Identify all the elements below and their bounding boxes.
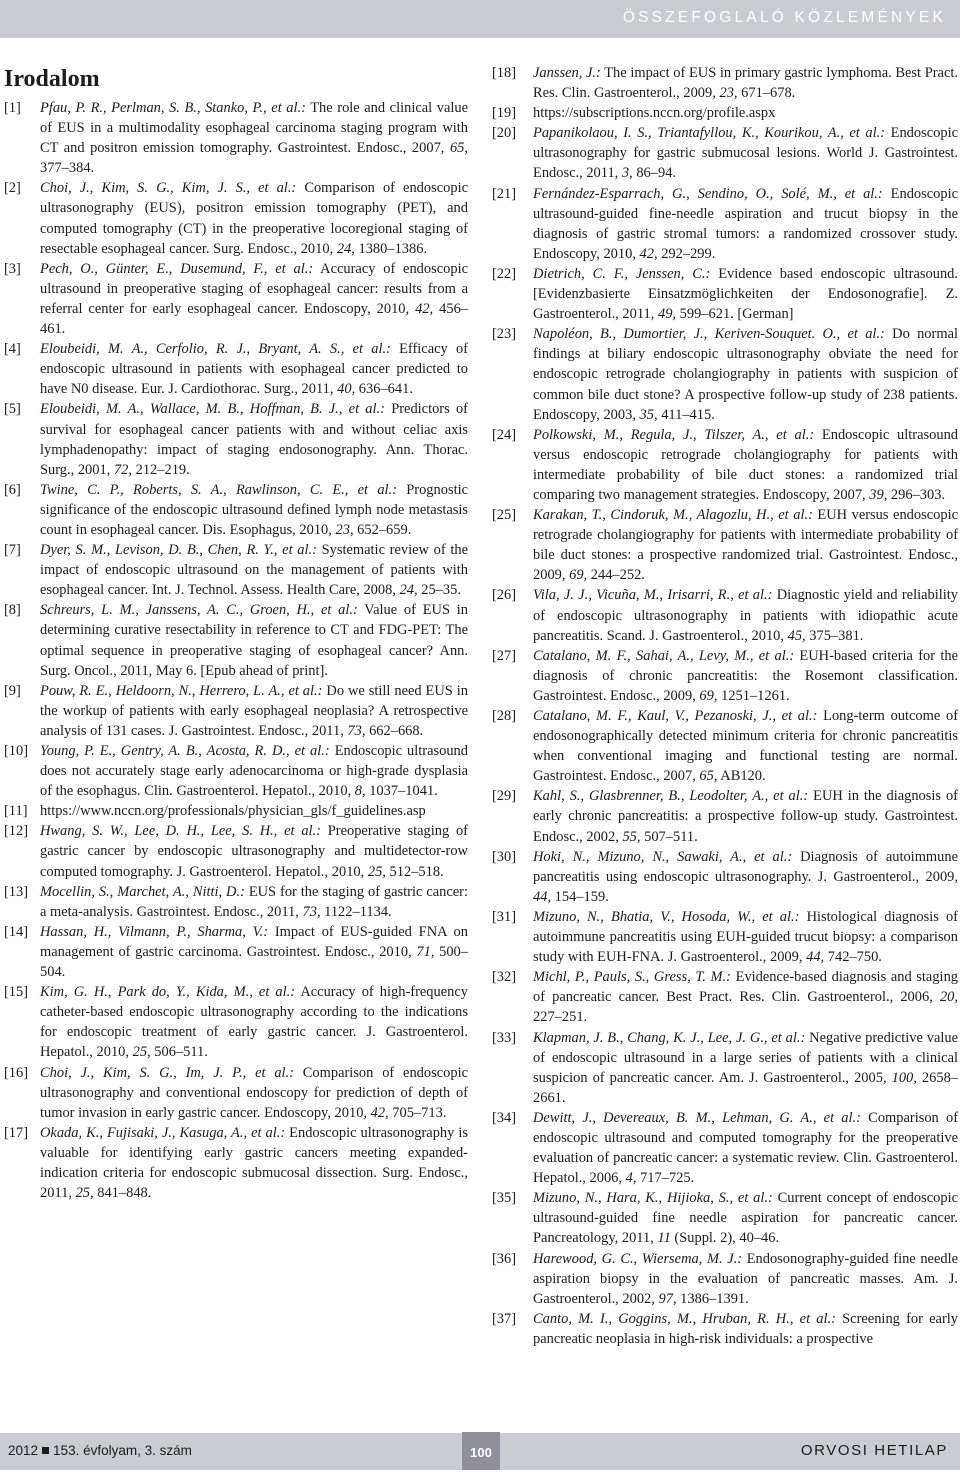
reference-text: Preoperative staging of gastric cancer by endoscopic ultrasonography and multidetector-row computed tomography. J. Gastroenterol. Hepatol., 2010, xyxy=(40,823,468,880)
reference-authors: Young, P. E., Gentry, A. B., Acosta, R. D., et al.: xyxy=(40,743,330,759)
reference-item xyxy=(492,505,958,585)
reference-item xyxy=(492,1309,958,1349)
reference-volume: 35, xyxy=(639,406,658,423)
reference-number: [36] xyxy=(492,1250,517,1267)
reference-authors: Pech, O., Günter, E., Dusemund, F., et al.: xyxy=(40,260,314,277)
reference-authors: Kim, G. H., Park do, Y., Kida, M., et al.: xyxy=(40,984,296,1001)
reference-number: [8] xyxy=(4,602,21,619)
reference-pages: 377–384. xyxy=(40,160,95,177)
reference-text: Histological diagnosis of autoimmune pancreatitis using EUH-guided trucut biopsy: a comparison study with EUH-FNA. J. Gastroenterol., 2009, xyxy=(533,908,958,966)
reference-authors: Choi, J., Kim, S. G., Kim, J. S., et al.: xyxy=(40,180,297,197)
reference-volume: 24, xyxy=(399,582,418,599)
reference-pages: 1037–1041. xyxy=(365,783,438,800)
reference-volume: 97, xyxy=(658,1290,677,1307)
reference-item xyxy=(492,786,958,846)
reference-volume: 42, xyxy=(415,300,434,317)
reference-authors: Hassan, H., Vilmann, P., Sharma, V.: xyxy=(40,923,269,940)
reference-volume: 25, xyxy=(132,1044,151,1061)
reference-authors: Okada, K., Fujisaki, J., Kasuga, A., et al.: xyxy=(40,1124,286,1141)
reference-pages: 86–94. xyxy=(632,165,677,182)
reference-pages: 212–219. xyxy=(131,461,190,478)
reference-authors: Pfau, P. R., Perlman, S. B., Stanko, P., et al.: xyxy=(40,100,306,116)
reference-number: [3] xyxy=(4,260,21,277)
reference-pages: 2658–2661. xyxy=(533,1069,959,1106)
reference-number: [15] xyxy=(4,984,29,1001)
reference-text: Endoscopic ultrasound-guided fine-needle aspiration and trucut biopsy in the diagnosis of gastric stromal tumors: a randomized crossover study. Endoscopy, 2010, xyxy=(533,185,959,262)
reference-volume: 45, xyxy=(787,627,806,644)
reference-pages: 506–511. xyxy=(150,1044,208,1061)
reference-authors: Twine, C. P., Roberts, S. A., Rawlinson, C. E., et al.: xyxy=(40,481,397,498)
reference-number: [31] xyxy=(492,908,517,925)
reference-text: EUS for the staging of gastric cancer: a meta-analysis. Gastrointest. Endosc., 2011, xyxy=(40,883,469,920)
reference-text: EUH-based criteria for the diagnosis of chronic pancreatitis: the Rosemont classification. Gastrointest. Endosc., 2009, xyxy=(533,647,958,704)
reference-pages: 507–511. xyxy=(640,828,698,845)
reference-volume: 25, xyxy=(367,863,386,880)
volume-issue: 153. évfolyam, 3. szám xyxy=(53,1443,192,1458)
reference-number: [32] xyxy=(492,969,517,986)
reference-authors: Dyer, S. M., Levison, D. B., Chen, R. Y., et al.: xyxy=(40,542,317,559)
reference-volume: 25, xyxy=(75,1185,94,1202)
reference-number: [5] xyxy=(4,401,21,418)
reference-pages: 841–848. xyxy=(93,1185,152,1202)
reference-text: Efficacy of endoscopic ultrasound in patients with esophageal cancer predicted to have N0 disease. Eur. J. Cardiothorac. Surg., 2011, xyxy=(40,341,468,398)
reference-volume: 39, xyxy=(869,486,888,503)
reference-pages: 671–678. xyxy=(737,85,796,102)
reference-number: [1] xyxy=(4,100,21,116)
reference-volume: 49, xyxy=(657,306,677,323)
reference-item xyxy=(4,1063,468,1123)
reference-volume: 42, xyxy=(639,245,658,262)
left-column xyxy=(4,64,468,1203)
reference-number: [12] xyxy=(4,823,29,840)
reference-item xyxy=(4,681,468,741)
reference-text: Accuracy of endoscopic ultrasound in preoperative staging of esophageal cancer: results from a referral center for early esophageal cancer. Endoscopy, 2010, xyxy=(40,260,468,317)
reference-pages: 456–461. xyxy=(40,300,469,338)
reference-authors: Pouw, R. E., Heldoorn, N., Herrero, L. A., et al.: xyxy=(40,682,323,699)
reference-number: [14] xyxy=(4,923,29,940)
reference-text: Comparison of endoscopic ultrasound and computed tomography for the preoperative evaluation of pancreatic cancer: a systematic review. Clin. Gastroenterol. Hepatol., 2006, xyxy=(533,1109,959,1187)
reference-item xyxy=(492,1249,958,1309)
reference-number: [13] xyxy=(4,883,29,900)
issue-info xyxy=(8,1443,192,1458)
reference-authors: Papanikolaou, I. S., Triantafyllou, K., Kourikou, A., et al.: xyxy=(533,125,886,142)
reference-item xyxy=(492,1108,958,1188)
reference-authors: Vila, J. J., Vicuña, M., Irisarri, R., et al.: xyxy=(533,587,773,604)
reference-item xyxy=(4,741,468,801)
reference-volume: 23, xyxy=(719,85,738,102)
reference-volume: 20, xyxy=(939,989,958,1006)
reference-item xyxy=(492,425,958,505)
reference-pages: 244–252. xyxy=(587,567,645,584)
reference-pages: 1380–1386. xyxy=(354,240,428,257)
reference-text: Predictors of survival for esophageal cancer patients with and without celiac axis lymphadenopathy: impact of staging endosonography. Ann. Thorac. Surg., 2001, xyxy=(40,401,468,478)
reference-text: EUH in the diagnosis of early chronic pancreatitis: a prospective follow-up study. Gastrointest. Endosc., 2002, xyxy=(533,788,958,845)
reference-item xyxy=(4,399,468,479)
reference-number: [11] xyxy=(4,803,28,820)
reference-number: [30] xyxy=(492,848,517,865)
reference-volume: 42, xyxy=(370,1104,389,1121)
reference-pages: AB120. xyxy=(717,768,766,785)
reference-volume: 44, xyxy=(806,949,825,966)
reference-item xyxy=(492,1188,958,1248)
reference-text: EUH versus endoscopic retrograde cholangiography for patients with intermediate probability of bile duct stones: a prospective randomized trial. Gastrointest. Endosc., 2009, xyxy=(533,507,958,584)
reference-authors: Hoki, N., Mizuno, N., Sawaki, A., et al.: xyxy=(533,848,793,865)
journal-name: ORVOSI HETILAP xyxy=(800,1442,948,1459)
reference-volume: 23, xyxy=(335,521,354,538)
reference-number: [20] xyxy=(492,125,517,142)
reference-number: [29] xyxy=(492,788,517,805)
reference-text: Endoscopic ultrasound does not accurately stage early adenocarcinoma or high-grade dysplasia of the esophagus. Clin. Gastroenterol. Hepatol., 2010, xyxy=(40,743,468,800)
reference-item xyxy=(492,264,958,324)
reference-volume: 65, xyxy=(449,140,468,157)
reference-volume: 100, xyxy=(891,1069,917,1086)
page-number: 100 xyxy=(462,1432,500,1470)
reference-authors: Hwang, S. W., Lee, D. H., Lee, S. H., et al.: xyxy=(40,823,321,840)
reference-pages: 512–518. xyxy=(385,863,444,880)
reference-item xyxy=(4,1123,468,1203)
reference-text: Systematic review of the impact of endoscopic ultrasound on the management of patients with esophageal cancer. Int. J. Technol. Assess. Health Care, 2008, xyxy=(40,542,468,599)
reference-number: [6] xyxy=(4,481,21,498)
reference-number: [17] xyxy=(4,1124,29,1141)
reference-volume: 40, xyxy=(337,381,356,398)
reference-pages: 652–659. xyxy=(353,521,412,538)
reference-authors: Mizuno, N., Hara, K., Hijioka, S., et al.: xyxy=(533,1190,773,1207)
reference-list-right xyxy=(492,63,958,1349)
reference-number: [10] xyxy=(4,743,29,759)
reference-item xyxy=(4,480,468,540)
reference-authors: Eloubeidi, M. A., Cerfolio, R. J., Bryant, A. S., et al.: xyxy=(40,341,391,358)
reference-number: [16] xyxy=(4,1064,29,1081)
reference-text: Do normal findings at biliary endoscopic ultrasonography obviate the need for endoscopic retrograde cholangiography in patients with suspicion of common bile duct stone? A prospective follow-up study of 238 patients. Endoscopy, 2003, xyxy=(533,326,958,423)
reference-item xyxy=(492,324,958,424)
reference-number: [28] xyxy=(492,708,517,724)
reference-pages: 1122–1134. xyxy=(320,903,392,920)
reference-authors: Dewitt, J., Devereaux, B. M., Lehman, G. A., et al.: xyxy=(533,1109,861,1126)
reference-item xyxy=(4,801,468,821)
reference-volume: 44, xyxy=(533,888,552,905)
reference-pages: 1251–1261. xyxy=(717,687,790,704)
reference-authors: Klapman, J. B., Chang, K. J., Lee, J. G., et al.: xyxy=(533,1029,806,1046)
reference-number: [22] xyxy=(492,265,517,282)
reference-item xyxy=(4,540,468,600)
reference-text: The impact of EUS in primary gastric lymphoma. Best Pract. Res. Clin. Gastroenterol., 2009, xyxy=(533,65,958,102)
reference-pages: 636–641. xyxy=(355,381,413,398)
reference-number: [7] xyxy=(4,542,21,559)
reference-text: Diagnostic yield and reliability of endoscopic ultrasonography in patients with idiopathic acute pancreatitis. Scand. J. Gastroenterol., 2010, xyxy=(533,587,958,644)
reference-authors: Schreurs, L. M., Janssens, A. C., Groen, H., et al.: xyxy=(40,602,358,619)
reference-text: Endoscopic ultrasonography for gastric submucosal lesions. World J. Gastrointest. Endosc., 2011, xyxy=(533,125,958,182)
reference-pages: 227–251. xyxy=(533,1009,588,1026)
reference-item xyxy=(492,847,958,907)
reference-pages: 717–725. xyxy=(636,1170,695,1187)
reference-text: Long-term outcome of endosonographically detected minimum criteria for chronic pancreatitis when conventional imaging and functional testing are normal. Gastrointest. Endosc., 2007, xyxy=(533,708,959,785)
reference-text: The role and clinical value of EUS in a multimodality esophageal carcinoma staging program with CT and positron emission tomography. Gastrointest. Endosc., 2007, xyxy=(40,100,469,157)
reference-authors: Mizuno, N., Bhatia, V., Hosoda, W., et al.: xyxy=(533,908,800,925)
reference-volume: 3, xyxy=(621,165,633,182)
reference-volume: 24, xyxy=(336,240,355,257)
reference-item xyxy=(492,706,958,786)
reference-item xyxy=(492,1028,958,1108)
page-header xyxy=(0,0,960,38)
reference-volume: 71, xyxy=(416,943,435,960)
reference-text: Impact of EUS-guided FNA on management of gastric carcinoma. Gastrointest. Endosc., 2010, xyxy=(40,923,468,960)
reference-item xyxy=(492,907,958,967)
reference-pages: 500–504. xyxy=(40,943,468,981)
reference-volume: 73, xyxy=(347,722,366,739)
reference-pages: 375–381. xyxy=(805,627,864,644)
reference-text: Diagnosis of autoimmune pancreatitis using endoscopic ultrasonography. J. Gastroenterol., 2009, xyxy=(533,848,959,885)
reference-pages: 1386–1391. xyxy=(676,1290,749,1307)
reference-text: https://subscriptions.nccn.org/profile.aspx xyxy=(533,105,776,122)
square-bullet-icon xyxy=(42,1447,49,1454)
reference-authors: Canto, M. I., Goggins, M., Hruban, R. H., et al.: xyxy=(533,1310,836,1327)
reference-text: Value of EUS in determining curative resectability in reference to CT and FDG-PET: The optimal sequence in preoperative staging of esophageal cancer? Ann. Surg. Oncol., 2011, May 6. [Epub ahead of print]. xyxy=(40,602,468,679)
reference-item xyxy=(492,184,958,264)
reference-pages: 154–159. xyxy=(551,888,609,905)
reference-item xyxy=(492,123,958,183)
reference-number: [27] xyxy=(492,647,517,664)
reference-number: [21] xyxy=(492,185,517,202)
reference-text: Comparison of endoscopic ultrasonography and conventional endoscopy for prediction of depth of tumor invasion in early gastric cancer. Endoscopy, 2010, xyxy=(40,1064,468,1121)
reference-item xyxy=(4,882,468,922)
reference-pages: 296–303. xyxy=(887,486,946,503)
reference-number: [26] xyxy=(492,587,517,604)
reference-volume: 8, xyxy=(354,783,366,800)
reference-text: Accuracy of high-frequency catheter-based endoscopic ultrasonography according to the indications for endoscopic treatment of early gastric cancer. J. Gastroenterol. Hepatol., 2010, xyxy=(40,984,468,1061)
reference-item xyxy=(4,600,468,680)
reference-item xyxy=(4,98,468,178)
reference-authors: Harewood, G. C., Wiersema, M. J.: xyxy=(533,1250,743,1267)
reference-pages: 742–750. xyxy=(824,949,882,966)
reference-text: Evidence based endoscopic ultrasound. [Evidenzbasierte Einsatzmöglichkeiten der Endosonografie]. Z. Gastroenterol., 2011, xyxy=(533,265,958,323)
reference-pages: 25–35. xyxy=(417,582,461,599)
reference-item xyxy=(492,585,958,645)
reference-volume: 4, xyxy=(625,1170,637,1187)
reference-item xyxy=(492,63,958,103)
reference-authors: Michl, P., Pauls, S., Gress, T. M.: xyxy=(533,969,731,986)
year: 2012 xyxy=(8,1443,39,1458)
reference-number: [2] xyxy=(4,180,21,197)
reference-authors: Catalano, M. F., Sahai, A., Levy, M., et al.: xyxy=(533,647,795,664)
reference-number: [19] xyxy=(492,105,517,122)
reference-item xyxy=(4,259,468,339)
reference-authors: Karakan, T., Cindoruk, M., Alagozlu, H., et al.: xyxy=(533,507,813,524)
reference-authors: Mocellin, S., Marchet, A., Nitti, D.: xyxy=(40,883,245,900)
references-heading: Irodalom xyxy=(4,66,100,92)
section-title-header: ÖSSZEFOGLALÓ KÖZLEMÉNYEK xyxy=(622,9,946,26)
reference-text: Evidence-based diagnosis and staging of pancreatic cancer. Best Pract. Res. Clin. Gastroenterol., 2006, xyxy=(533,969,959,1006)
reference-number: [18] xyxy=(492,65,517,81)
reference-number: [4] xyxy=(4,341,21,358)
reference-number: [34] xyxy=(492,1109,517,1126)
reference-number: [25] xyxy=(492,507,517,524)
reference-volume: 72, xyxy=(113,461,132,478)
reference-item xyxy=(4,922,468,982)
reference-item xyxy=(492,646,958,706)
reference-item xyxy=(4,178,468,258)
reference-text: Screening for early pancreatic neoplasia in high-risk individuals: a prospective xyxy=(533,1310,958,1347)
right-column xyxy=(492,63,958,1349)
reference-authors: Napoléon, B., Dumortier, J., Keriven-Souquet. O., et al.: xyxy=(533,326,885,343)
reference-item xyxy=(492,103,958,123)
reference-authors: Eloubeidi, M. A., Wallace, M. B., Hoffman, B. J., et al.: xyxy=(40,401,385,418)
reference-pages: 662–668. xyxy=(365,722,424,739)
reference-text: Endoscopic ultrasonography is valuable for identifying early gastric cancers meeting expanded-indication criteria for endoscopic submucosal dissection. Surg. Endosc., 2011, xyxy=(40,1124,468,1202)
reference-list-left xyxy=(4,98,468,1203)
reference-volume: 65, xyxy=(699,768,718,785)
reference-text: Current concept of endoscopic ultrasound-guided fine needle aspiration for pancreatic cancer. Pancreatology, 2011, xyxy=(533,1190,958,1247)
reference-item xyxy=(492,967,958,1027)
reference-volume: 69, xyxy=(569,567,588,584)
reference-authors: Choi, J., Kim, S. G., Im, J. P., et al.: xyxy=(40,1064,294,1081)
reference-pages: 705–713. xyxy=(388,1104,447,1121)
reference-number: [35] xyxy=(492,1190,517,1207)
reference-volume: 11 xyxy=(657,1230,671,1247)
reference-volume: 73, xyxy=(302,903,321,920)
reference-authors: Fernández-Esparrach, G., Sendino, O., Solé, M., et al.: xyxy=(533,185,883,202)
reference-text: Negative predictive value of endoscopic ultrasound in a large series of patients with a clinical suspicion of pancreatic cancer. Am. J. Gastroenterol., 2005, xyxy=(533,1029,958,1086)
reference-volume: 69, xyxy=(699,687,718,704)
reference-item xyxy=(4,982,468,1062)
reference-authors: Dietrich, C. F., Jenssen, C.: xyxy=(533,265,711,282)
reference-authors: Janssen, J.: xyxy=(533,65,601,81)
reference-text: Prognostic significance of the endoscopic ultrasound defined lymph node metastasis count in esophageal cancer. Dis. Esophagus, 2010, xyxy=(40,481,468,538)
reference-pages: 411–415. xyxy=(657,406,715,423)
reference-number: [24] xyxy=(492,426,517,443)
reference-text: Comparison of endoscopic ultrasonography (EUS), positron emission tomography (PET), and computed tomography (CT) in the preoperative locoregional staging of resectable esophageal cancer. Surg. Endosc., 2010, xyxy=(40,180,468,257)
reference-pages: (Suppl. 2), 40–46. xyxy=(670,1230,780,1247)
reference-number: [37] xyxy=(492,1310,517,1327)
reference-pages: 292–299. xyxy=(657,245,716,262)
reference-number: [9] xyxy=(4,682,21,699)
reference-text: Endoscopic ultrasound versus endoscopic retrograde cholangiography for patients with intermediate probability of bile duct stones: a randomized trial comparing two management strategies. Endoscopy, 2007, xyxy=(533,426,959,503)
reference-text: Endosonography-guided fine needle aspiration biopsy in the evaluation of pancreatic masses. Am. J. Gastroenterol., 2002, xyxy=(533,1250,958,1307)
reference-authors: Polkowski, M., Regula, J., Tilszer, A., et al.: xyxy=(533,426,815,443)
reference-pages: 599–621. [German] xyxy=(676,306,794,323)
reference-number: [33] xyxy=(492,1029,517,1046)
reference-item xyxy=(4,821,468,881)
reference-number: [23] xyxy=(492,326,517,343)
reference-item xyxy=(4,339,468,399)
reference-text: Do we still need EUS in the workup of patients with early esophageal neoplasia? A retrospective analysis of 131 cases. J. Gastrointest. Endosc., 2011, xyxy=(40,682,468,739)
reference-authors: Kahl, S., Glasbrenner, B., Leodolter, A., et al.: xyxy=(533,788,809,805)
reference-authors: Catalano, M. F., Kaul, V., Pezanoski, J., et al.: xyxy=(533,708,818,724)
reference-volume: 55, xyxy=(622,828,641,845)
reference-text: https://www.nccn.org/professionals/physician_gls/f_guidelines.asp xyxy=(40,803,426,820)
